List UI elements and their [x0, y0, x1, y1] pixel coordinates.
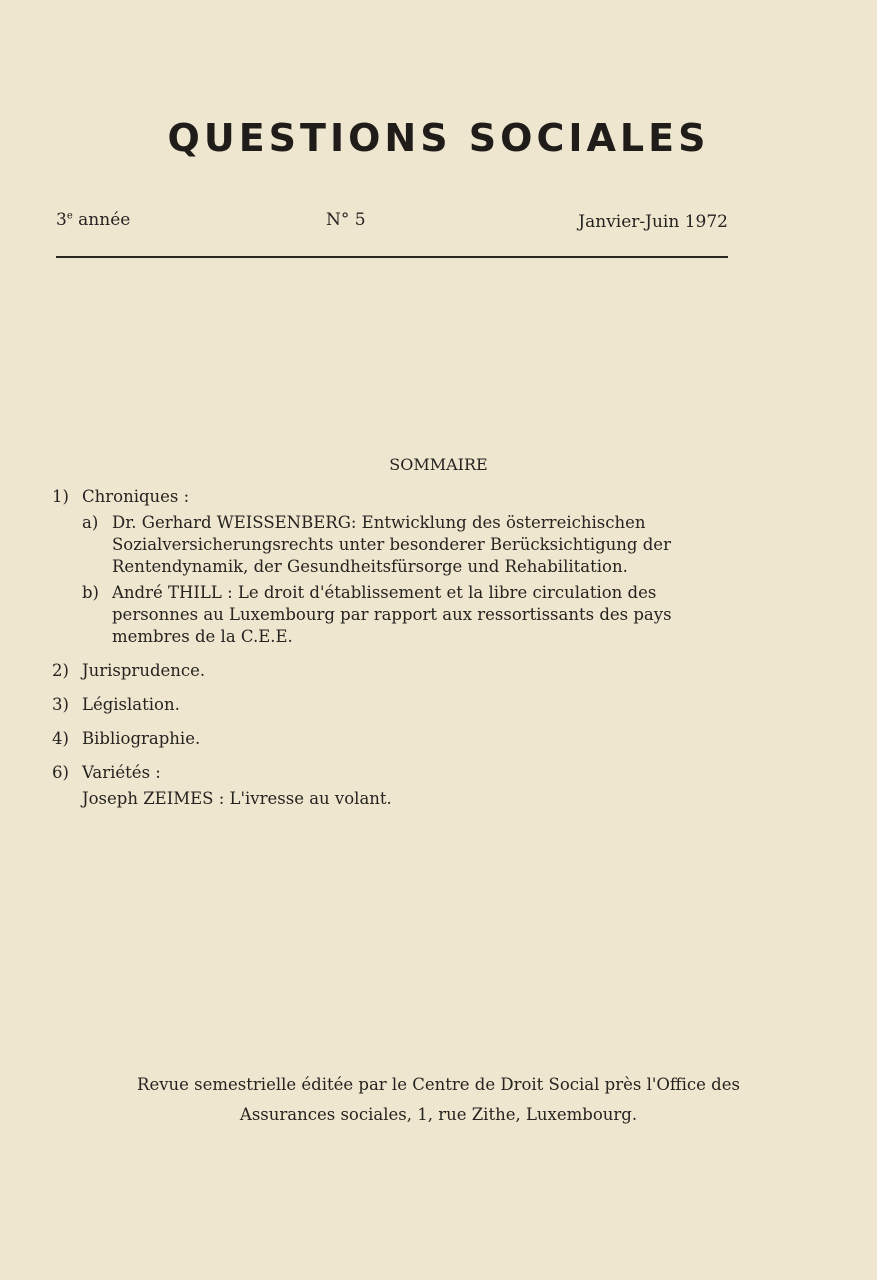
toc-subitem-a — [82, 512, 732, 578]
journal-title: QUESTIONS SOCIALES — [167, 116, 710, 160]
toc-item-3 — [52, 694, 732, 716]
table-of-contents — [52, 486, 732, 810]
year-suffix: e — [66, 210, 73, 222]
toc-item-number: 1) — [52, 487, 69, 506]
toc-item-number: 6) — [52, 763, 69, 782]
toc-item-number: 4) — [52, 729, 69, 748]
toc-subitem-b — [82, 582, 732, 648]
issue-number: N° 5 — [326, 210, 366, 230]
toc-subitem-letter: b) — [82, 583, 99, 602]
toc-item-label: Variétés : — [82, 763, 161, 782]
toc-item-2 — [52, 660, 732, 682]
toc-item-label: Chroniques : — [82, 487, 190, 506]
toc-item-6 — [52, 762, 732, 810]
summary-heading: SOMMAIRE — [389, 455, 488, 474]
toc-item-label: Législation. — [82, 695, 180, 714]
issue-date: Janvier-Juin 1972 — [578, 212, 728, 232]
toc-item-author-line: Joseph ZEIMES : L'ivresse au volant. — [82, 789, 392, 808]
toc-subitem-letter: a) — [82, 513, 99, 532]
toc-item-label: Jurisprudence. — [82, 661, 206, 680]
issue-info-row — [56, 210, 728, 236]
header-divider — [56, 256, 728, 258]
footer-line-2: Assurances sociales, 1, rue Zithe, Luxembourg. — [239, 1105, 638, 1124]
toc-item-4 — [52, 728, 732, 750]
year-number: 3 — [56, 210, 67, 230]
publisher-footer — [0, 1070, 877, 1130]
footer-line-1: Revue semestrielle éditée par le Centre de Droit Social près l'Office des — [137, 1075, 740, 1094]
toc-item-number: 2) — [52, 661, 69, 680]
toc-item-label: Bibliographie. — [82, 729, 201, 748]
year-label — [56, 210, 130, 230]
toc-item-1 — [52, 486, 732, 648]
toc-item-number: 3) — [52, 695, 69, 714]
toc-subitem-text: André THILL : Le droit d'établissement et la libre circulation des personnes au Luxembourg par rapport aux ressortissants des pays membres de la C.E.E. — [112, 583, 672, 646]
year-word: année — [78, 210, 131, 230]
toc-subitem-text: Dr. Gerhard WEISSENBERG: Entwicklung des österreichischen Sozialversicherungsrechts unter besonderer Berücksichtigung der Rentendynamik, der Gesundheitsfürsorge und Rehabilitation. — [112, 513, 671, 576]
